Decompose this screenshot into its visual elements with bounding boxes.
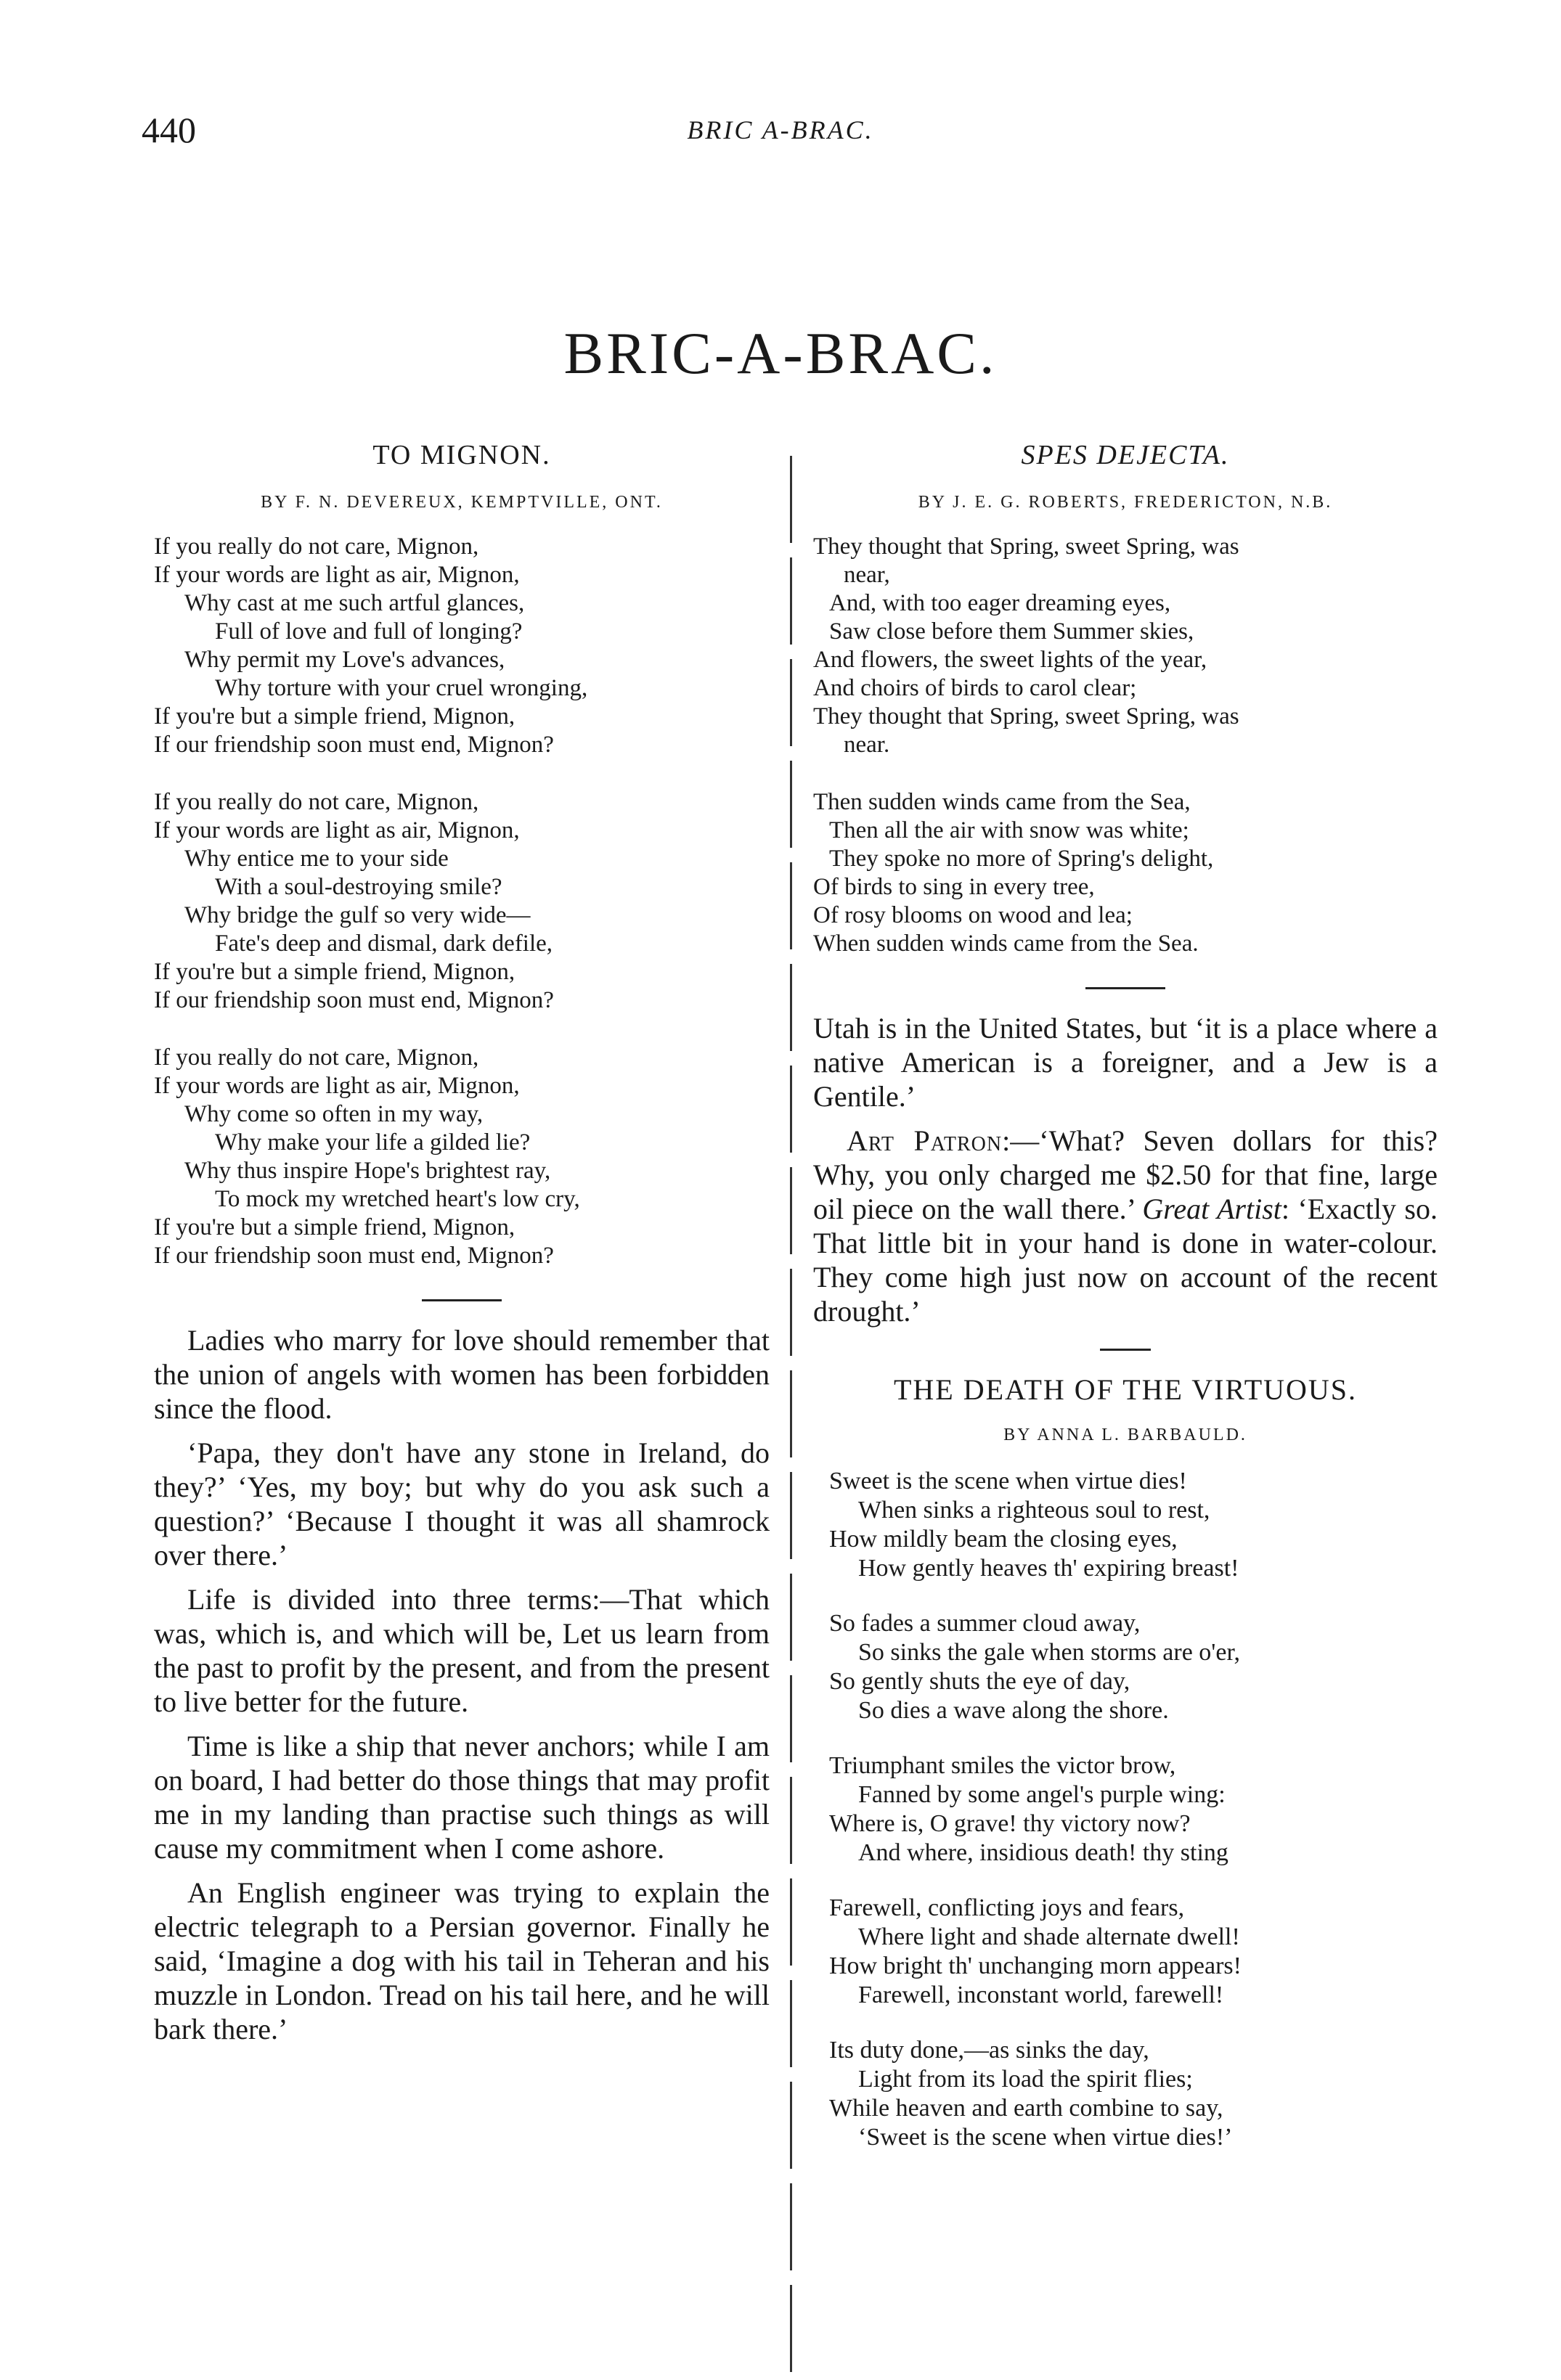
prose-paragraph: Life is divided into three terms:—That which was, which is, and which will be, Let us learn from the past to profit by the present, and from the present to live better for the future.	[154, 1583, 770, 1718]
prose-paragraph: Time is like a ship that never anchors; while I am on board, I had better do those things that may profit me in my landing than practise such things as will cause my commitment when I come ashore.	[154, 1730, 770, 1865]
poem-stanza	[813, 1609, 1438, 1725]
poem-byline-death-of-virtuous: BY ANNA L. BARBAULD.	[1003, 1426, 1247, 1444]
poem-title-death-of-virtuous: THE DEATH OF THE VIRTUOUS.	[893, 1373, 1358, 1406]
verse-line: If you really do not care, Mignon,	[154, 789, 479, 815]
verse-line: Then sudden winds came from the Sea,	[813, 789, 1191, 815]
verse-line: To mock my wretched heart's low cry,	[215, 1186, 580, 1212]
verse-line: How mildly beam the closing eyes,	[829, 1526, 1178, 1553]
prose-paragraph: Ladies who marry for love should remember that the union of angels with women has been forbidden since the flood.	[154, 1324, 770, 1425]
verse-line: They spoke no more of Spring's delight,	[829, 846, 1214, 872]
verse-line: If you really do not care, Mignon,	[154, 1044, 479, 1071]
verse-line: Its duty done,—as sinks the day,	[829, 2037, 1149, 2064]
section-rule	[1085, 987, 1165, 989]
speaker-great-artist: Great Artist	[1142, 1193, 1281, 1225]
verse-line: How gently heaves th' expiring breast!	[858, 1555, 1239, 1582]
verse-line: Why bridge the gulf so very wide—	[184, 902, 531, 928]
running-title: BRIC A-BRAC.	[687, 115, 874, 144]
verse-line: Light from its load the spirit flies;	[858, 2066, 1193, 2093]
verse-line: Saw close before them Summer skies,	[829, 618, 1194, 645]
verse-line: When sudden winds came from the Sea.	[813, 931, 1199, 957]
verse-line: near.	[844, 732, 890, 758]
verse-line: If our friendship soon must end, Mignon?	[154, 1243, 554, 1269]
verse-line: Fanned by some angel's purple wing:	[858, 1781, 1226, 1808]
verse-line: If you're but a simple friend, Mignon,	[154, 959, 515, 985]
poem-stanza	[813, 1467, 1438, 1583]
verse-line: Where light and shade alternate dwell!	[858, 1923, 1240, 1950]
verse-line: Triumphant smiles the victor brow,	[829, 1752, 1176, 1779]
poem-stanza	[154, 788, 770, 1015]
poem-byline-to-mignon: BY F. N. DEVEREUX, KEMPTVILLE, ONT.	[261, 493, 663, 512]
verse-line: Farewell, conflicting joys and fears,	[829, 1894, 1185, 1921]
verse-line: While heaven and earth combine to say,	[829, 2095, 1223, 2122]
poem-stanza	[154, 533, 770, 759]
verse-line: They thought that Spring, sweet Spring, was	[813, 703, 1239, 729]
poem-byline-spes-dejecta: BY J. E. G. ROBERTS, FREDERICTON, N.B.	[918, 493, 1333, 512]
verse-line: If your words are light as air, Mignon,	[154, 562, 520, 588]
verse-line: Of birds to sing in every tree,	[813, 874, 1095, 900]
verse-line: If our friendship soon must end, Mignon?	[154, 987, 554, 1013]
right-column	[813, 439, 1438, 2178]
poem-stanza	[813, 2036, 1438, 2152]
verse-line: Fate's deep and dismal, dark defile,	[215, 931, 553, 957]
page-number: 440	[142, 110, 196, 150]
verse-line: Full of love and full of longing?	[215, 618, 523, 645]
verse-line: Why torture with your cruel wronging,	[215, 675, 588, 701]
verse-line: Why entice me to your side	[184, 846, 449, 872]
great-artist-text: : ‘Exactly so. That little bit in your hand is done in water-colour. They come high just now on account of the recent drought.’	[813, 1193, 1438, 1328]
verse-line: Why permit my Love's advances,	[184, 647, 505, 673]
verse-line: So fades a summer cloud away,	[829, 1610, 1141, 1637]
verse-line: And where, insidious death! thy sting	[858, 1839, 1228, 1866]
verse-line: Of rosy blooms on wood and lea;	[813, 902, 1133, 928]
poem-stanza	[813, 1751, 1438, 1868]
verse-line: Sweet is the scene when virtue dies!	[829, 1468, 1187, 1494]
poem-stanza	[154, 1044, 770, 1270]
verse-line: If our friendship soon must end, Mignon?	[154, 732, 554, 758]
verse-line: How bright th' unchanging morn appears!	[829, 1952, 1242, 1979]
verse-line: If your words are light as air, Mignon,	[154, 817, 520, 843]
verse-line: And, with too eager dreaming eyes,	[829, 590, 1171, 616]
verse-line: Then all the air with snow was white;	[829, 817, 1189, 843]
verse-line: They thought that Spring, sweet Spring, was	[813, 533, 1239, 560]
poem-title-to-mignon: TO MIGNON.	[372, 440, 551, 470]
verse-line: With a soul-destroying smile?	[215, 874, 502, 900]
verse-line: Why make your life a gilded lie?	[215, 1129, 531, 1156]
verse-line: When sinks a righteous soul to rest,	[858, 1497, 1210, 1524]
column-divider	[790, 456, 792, 2379]
verse-line: So gently shuts the eye of day,	[829, 1668, 1130, 1695]
prose-paragraph-art-patron	[813, 1124, 1438, 1328]
left-column	[154, 439, 770, 2056]
verse-line: ‘Sweet is the scene when virtue dies!’	[858, 2124, 1233, 2151]
section-rule	[1100, 1349, 1151, 1351]
verse-line: near,	[844, 562, 890, 588]
section-title: BRIC-A-BRAC.	[563, 320, 998, 386]
verse-line: Farewell, inconstant world, farewell!	[858, 1982, 1224, 2008]
verse-line: Why cast at me such artful glances,	[184, 590, 525, 616]
verse-line: If you're but a simple friend, Mignon,	[154, 1214, 515, 1240]
poem-stanza	[813, 1894, 1438, 2010]
poem-title-spes-dejecta: SPES DEJECTA.	[1021, 440, 1230, 470]
verse-line: So dies a wave along the shore.	[858, 1697, 1169, 1724]
verse-line: Where is, O grave! thy victory now?	[829, 1810, 1191, 1837]
speaker-art-patron: Art Patron	[847, 1124, 1003, 1157]
prose-paragraph: ‘Papa, they don't have any stone in Ireland, do they?’ ‘Yes, my boy; but why do you ask such a question?’ ‘Because I thought it was all shamrock over there.’	[154, 1436, 770, 1571]
verse-line: If you really do not care, Mignon,	[154, 533, 479, 560]
prose-paragraph-utah: Utah is in the United States, but ‘it is a place where a native American is a foreigner, and a Jew is a Gentile.’	[813, 1012, 1438, 1113]
poem-stanza	[813, 533, 1438, 759]
art-patron-text: :—‘What? Seven dollars for this? Why, you only charged me $2.50 for that fine, large oil piece on the wall there.’	[813, 1124, 1438, 1225]
verse-line: So sinks the gale when storms are o'er,	[858, 1639, 1240, 1666]
verse-line: Why come so often in my way,	[184, 1101, 484, 1127]
verse-line: If your words are light as air, Mignon,	[154, 1073, 520, 1099]
poem-stanza	[813, 788, 1438, 958]
verse-line: Why thus inspire Hope's brightest ray,	[184, 1158, 551, 1184]
verse-line: And flowers, the sweet lights of the year,	[813, 647, 1207, 673]
verse-line: And choirs of birds to carol clear;	[813, 675, 1137, 701]
verse-line: If you're but a simple friend, Mignon,	[154, 703, 515, 729]
prose-paragraph: An English engineer was trying to explain the electric telegraph to a Persian governor. Finally he said, ‘Imagine a dog with his tail in Teheran and his muzzle in London. Tread on his tail here, and he will bark there.’	[154, 1876, 770, 2045]
section-rule	[422, 1299, 502, 1301]
